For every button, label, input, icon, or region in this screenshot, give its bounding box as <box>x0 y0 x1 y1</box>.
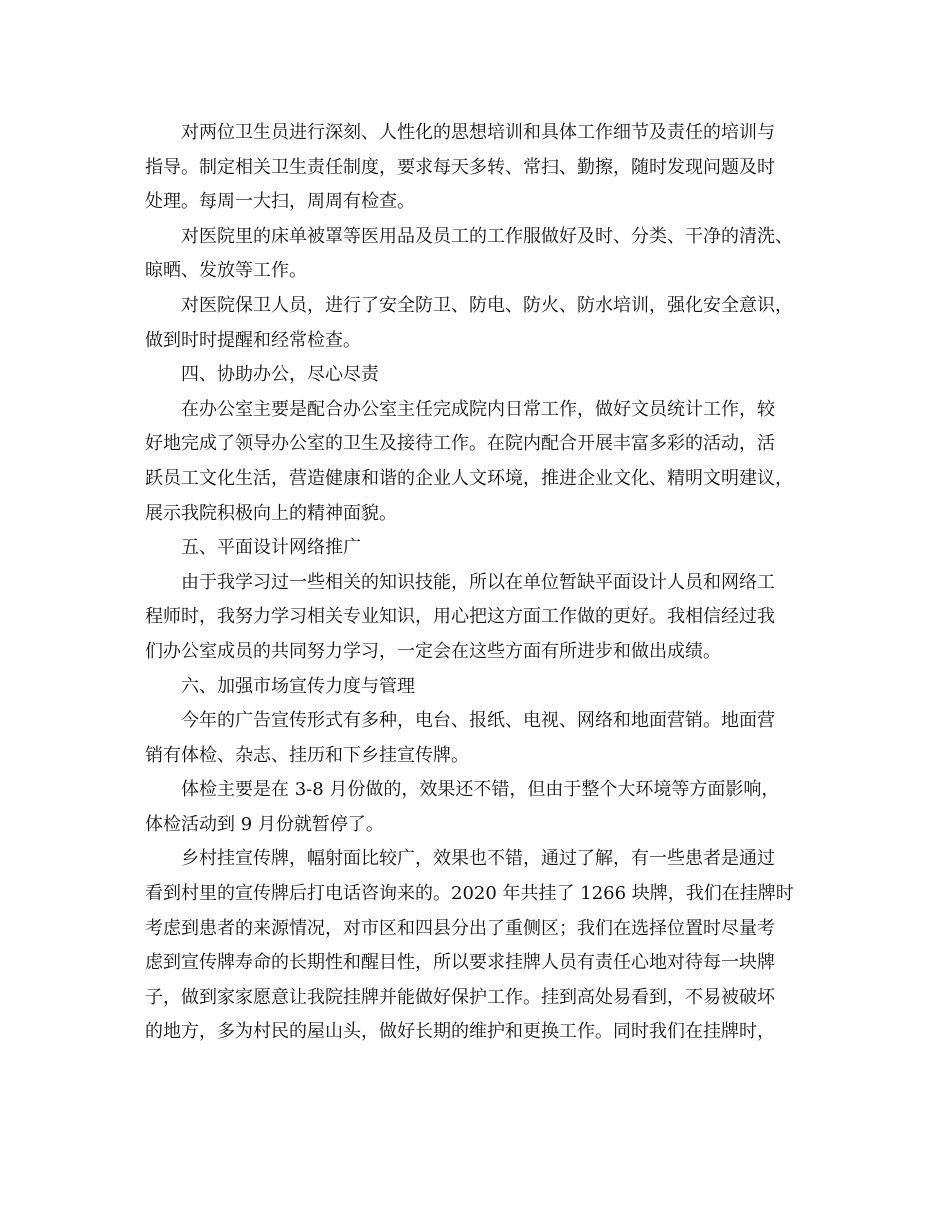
paragraph-linen-washing <box>145 220 805 289</box>
heading-text: 四、协助办公，尽心尽责 <box>181 364 379 386</box>
text-line: 跃员工文化生活，营造健康和谐的企业人文环境，推进企业文化、精明文明建议， <box>145 467 793 489</box>
section-heading-marketing <box>145 670 805 705</box>
heading-text: 六、加强市场宣传力度与管理 <box>181 675 415 697</box>
text-line: 程师时，我努力学习相关专业知识，用心把这方面工作做的更好。我相信经过我 <box>145 606 775 628</box>
text-line: 对医院里的床单被罩等医用品及员工的工作服做好及时、分类、干净的清洗、 <box>181 225 793 247</box>
text-line: 今年的广告宣传形式有多种，电台、报纸、电视、网络和地面营销。地面营 <box>181 710 775 732</box>
paragraph-design-learning <box>145 566 805 670</box>
text-line: 的地方，多为村民的屋山头，做好长期的维护和更换工作。同时我们在挂牌时， <box>145 1021 775 1043</box>
text-line: 体检主要是在 3-8 月份做的，效果还不错，但由于整个大环境等方面影响， <box>181 779 780 801</box>
text-line: 对医院保卫人员，进行了安全防卫、防电、防火、防水培训，强化安全意识， <box>181 294 793 316</box>
paragraph-office-work <box>145 393 805 531</box>
text-line: 在办公室主要是配合办公室主任完成院内日常工作，做好文员统计工作，较 <box>181 398 775 420</box>
text-line: 晾晒、发放等工作。 <box>145 260 307 282</box>
text-line: 看到村里的宣传牌后打电话咨询来的。2020 年共挂了 1266 块牌，我们在挂牌时 <box>145 883 794 905</box>
paragraph-village-signs <box>145 842 805 1050</box>
text-line: 虑到宣传牌寿命的长期性和醒目性，所以要求挂牌人员有责任心地对待每一块牌 <box>145 952 775 974</box>
paragraph-health-checkup <box>145 773 805 842</box>
text-line: 考虑到患者的来源情况，对市区和四县分出了重侧区；我们在选择位置时尽量考 <box>145 917 775 939</box>
text-line: 指导。制定相关卫生责任制度，要求每天多转、常扫、勤擦，随时发现问题及时 <box>145 156 775 178</box>
section-heading-graphic-design <box>145 531 805 566</box>
text-line: 处理。每周一大扫，周周有检查。 <box>145 191 415 213</box>
paragraph-security-training <box>145 289 805 358</box>
text-line: 对两位卫生员进行深刻、人性化的思想培训和具体工作细节及责任的培训与 <box>181 122 775 143</box>
section-heading-office-assist <box>145 358 805 393</box>
text-line: 好地完成了领导办公室的卫生及接待工作。在院内配合开展丰富多彩的活动，活 <box>145 433 775 455</box>
text-line: 子，做到家家愿意让我院挂牌并能做好保护工作。挂到高处易看到，不易被破坏 <box>145 986 775 1008</box>
text-line: 展示我院积极向上的精神面貌。 <box>145 502 397 524</box>
text-line: 乡村挂宣传牌，幅射面比较广，效果也不错，通过了解，有一些患者是通过 <box>181 848 775 870</box>
text-line: 体检活动到 9 月份就暂停了。 <box>145 813 384 835</box>
text-line: 销有体检、杂志、挂历和下乡挂宣传牌。 <box>145 744 469 766</box>
document-body <box>145 116 805 1050</box>
paragraph-ad-forms <box>145 704 805 773</box>
text-line: 做到时时提醒和经常检查。 <box>145 329 361 351</box>
heading-text: 五、平面设计网络推广 <box>181 537 361 559</box>
paragraph-sanitation-training <box>145 116 805 220</box>
text-line: 们办公室成员的共同努力学习，一定会在这些方面有所进步和做出成绩。 <box>145 640 721 662</box>
text-line: 由于我学习过一些相关的知识技能，所以在单位暂缺平面设计人员和网络工 <box>181 571 775 593</box>
